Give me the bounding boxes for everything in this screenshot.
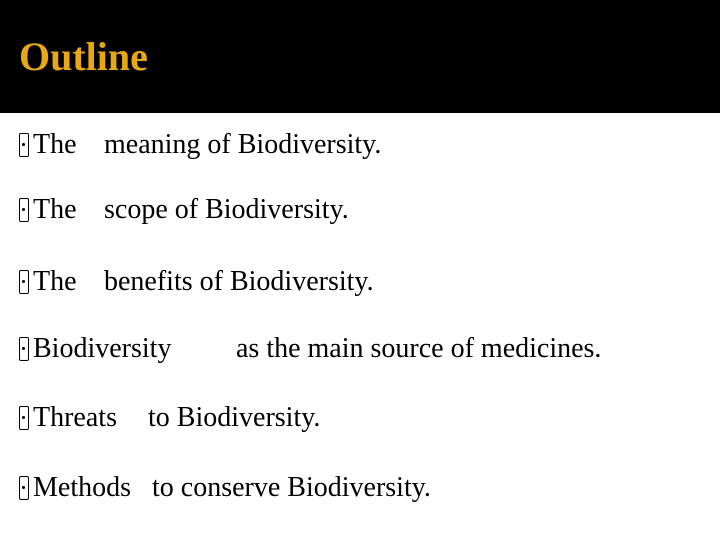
bullet-lead-text: Biodiversity <box>33 333 172 364</box>
bullet-item <box>19 400 320 436</box>
bullet-text <box>33 402 320 434</box>
bullet-item <box>19 264 374 300</box>
bullet-rest-text: as the main source of medicines. <box>236 333 602 364</box>
bullet-lead-text: The <box>33 194 77 225</box>
bullet-text <box>33 194 349 226</box>
bullet-lead-text: Methods <box>33 472 131 503</box>
bullet-lead-text: Threats <box>33 402 117 433</box>
bullet-rest-text: to Biodiversity. <box>148 402 321 433</box>
bullet-text <box>33 129 381 161</box>
bullet-item <box>19 470 431 506</box>
square-bullet-icon <box>19 406 29 430</box>
bullet-rest-text: meaning of Biodiversity. <box>104 129 382 160</box>
bullet-item <box>19 192 349 228</box>
bullet-item <box>19 331 601 367</box>
bullet-item <box>19 127 381 163</box>
square-bullet-icon <box>19 270 29 294</box>
bullet-text <box>33 266 374 298</box>
bullet-lead-text: The <box>33 129 77 160</box>
square-bullet-icon <box>19 337 29 361</box>
slide-title: Outline <box>19 34 148 79</box>
bullet-text <box>33 472 431 504</box>
square-bullet-icon <box>19 476 29 500</box>
bullet-rest-text: to conserve Biodiversity. <box>152 472 431 503</box>
bullet-text <box>33 333 601 365</box>
square-bullet-icon <box>19 198 29 222</box>
bullet-rest-text: benefits of Biodiversity. <box>104 266 374 297</box>
bullet-lead-text: The <box>33 266 77 297</box>
square-bullet-icon <box>19 133 29 157</box>
bullet-rest-text: scope of Biodiversity. <box>104 194 349 225</box>
